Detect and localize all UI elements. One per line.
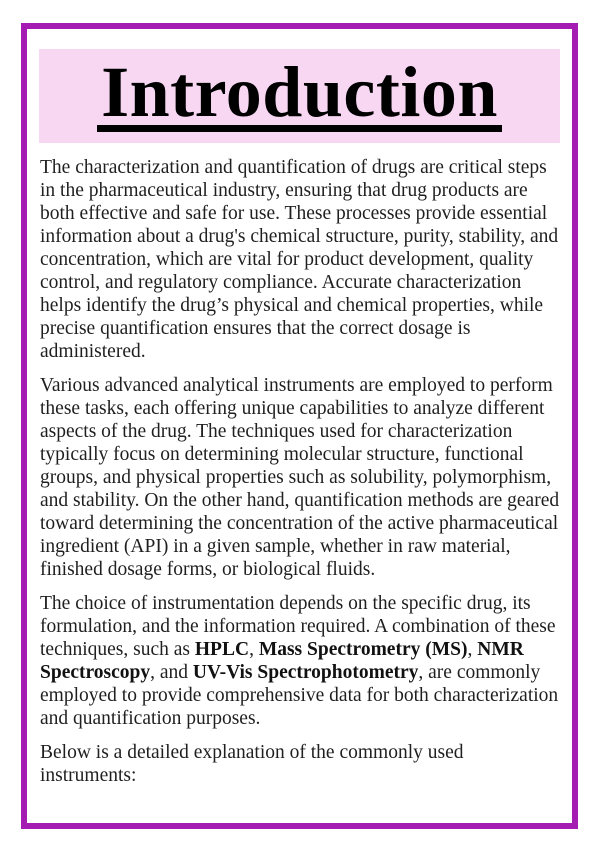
paragraph-characterization-overview: The characterization and quantification of drugs are critical steps in the pharmaceutical industry, ensuring that drug products are both effective and safe for use. These processes provide essential information about a drug's chemical structure, purity, stability, and concentration, which are vital for product development, quality control, and regulatory compliance. Accurate characterization helps identify the drug’s physical and chemical properties, while precise quantification ensures that the correct dosage is administered. bbox=[40, 157, 559, 362]
paragraph-instrument-choice: The choice of instrumentation depends on the specific drug, its formulation, and the information required. A combination of these techniques, such as HPLC, Mass Spectrometry (MS), NMR Spectroscopy, and UV-Vis Spectrophotometry, are commonly employed to provide comprehensive data for both characterization and quantification purposes. bbox=[40, 593, 559, 729]
page-border-frame bbox=[21, 23, 578, 829]
paragraph-analytical-instruments: Various advanced analytical instruments are employed to perform these tasks, each offering unique capabilities to analyze different aspects of the drug. The techniques used for characterization typically focus on determining molecular structure, functional groups, and physical properties such as solubility, polymorphism, and stability. On the other hand, quantification methods are geared toward determining the concentration of the active pharmaceutical ingredient (API) in a given sample, whether in raw material, finished dosage forms, or biological fluids. bbox=[40, 375, 560, 580]
body-text bbox=[40, 156, 563, 787]
paragraph-lead-in: Below is a detailed explanation of the commonly used instruments: bbox=[40, 742, 464, 786]
title-band bbox=[39, 49, 560, 143]
page-title: Introduction bbox=[97, 60, 502, 132]
